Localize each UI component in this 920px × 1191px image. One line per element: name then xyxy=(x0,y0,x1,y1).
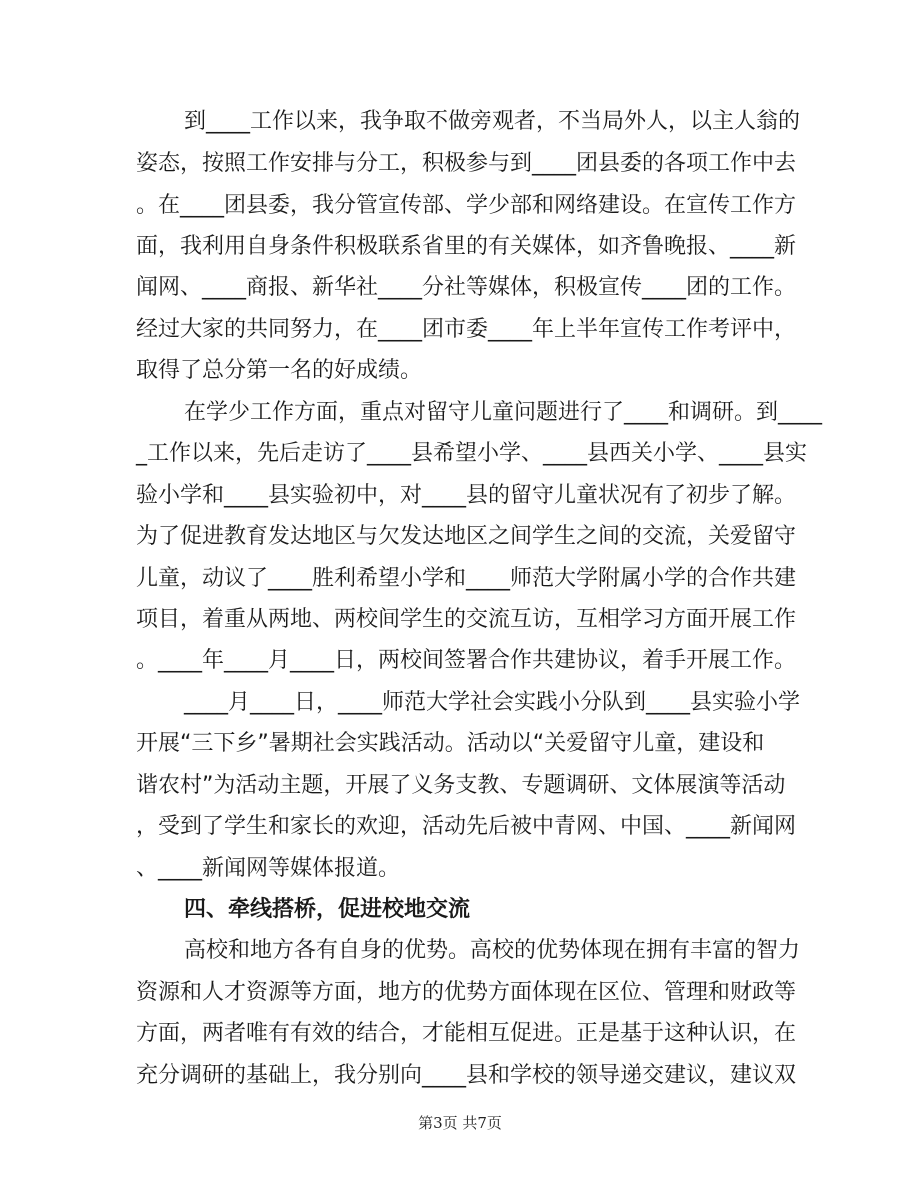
text-line: 。____年____月____日，两校间签署合作共建协议，着手开展工作。 xyxy=(136,648,797,673)
text-line: 经过大家的共同努力，在____团市委____年上半年宣传工作考评中， xyxy=(136,317,797,342)
text-line: 取得了总分第一名的好成绩。 xyxy=(136,358,423,383)
text-line: 项目，着重从两地、两校间学生的交流互访，互相学习方面开展工作 xyxy=(136,607,797,632)
text-line: 高校和地方各有自身的优势。高校的优势体现在拥有丰富的智力 xyxy=(184,938,801,963)
text-line: 到____工作以来，我争取不做旁观者，不当局外人，以主人翁的 xyxy=(184,109,801,134)
text-line: 姿态，按照工作安排与分工，积极参与到____团县委的各项工作中去 xyxy=(136,151,797,176)
text-line: 面，我利用自身条件积极联系省里的有关媒体，如齐鲁晚报、____新 xyxy=(136,234,797,259)
text-line: 闻网、____商报、新华社____分社等媒体，积极宣传____团的工作。 xyxy=(136,275,797,300)
text-line: ，受到了学生和家长的欢迎，活动先后被中青网、中国、____新闻网 xyxy=(136,814,797,839)
text-line: 谐农村”为活动主题，开展了义务支教、专题调研、文体展演等活动 xyxy=(136,773,786,798)
text-line: 方面，两者唯有有效的结合，才能相互促进。正是基于这种认识，在 xyxy=(136,1021,797,1046)
text-line: ____月____日，____师范大学社会实践小分队到____县实验小学 xyxy=(184,690,801,715)
text-line: 验小学和____县实验初中，对____县的留守儿童状况有了初步了解。 xyxy=(136,483,797,508)
text-line: 资源和人才资源等方面，地方的优势方面体现在区位、管理和财政等 xyxy=(136,980,797,1005)
text-line: 充分调研的基础上，我分别向____县和学校的领导递交建议，建议双 xyxy=(136,1063,797,1088)
section-heading: 四、牵线搭桥，促进校地交流 xyxy=(184,897,471,922)
page-number: 第3页 共7页 xyxy=(418,1114,502,1132)
text-line: 。在____团县委，我分管宣传部、学少部和网络建设。在宣传工作方 xyxy=(136,193,797,218)
text-line: 儿童，动议了____胜利希望小学和____师范大学附属小学的合作共建 xyxy=(136,566,797,591)
text-line: _工作以来，先后走访了____县希望小学、____县西关小学、____县实 xyxy=(136,441,808,466)
text-line: 为了促进教育发达地区与欠发达地区之间学生之间的交流，关爱留守 xyxy=(136,524,797,549)
text-line: 开展“三下乡”暑期社会实践活动。活动以“关爱留守儿童，建设和 xyxy=(136,731,765,756)
text-line: 、____新闻网等媒体报道。 xyxy=(136,856,401,881)
text-line: 在学少工作方面，重点对留守儿童问题进行了____和调研。到____ xyxy=(184,400,823,425)
